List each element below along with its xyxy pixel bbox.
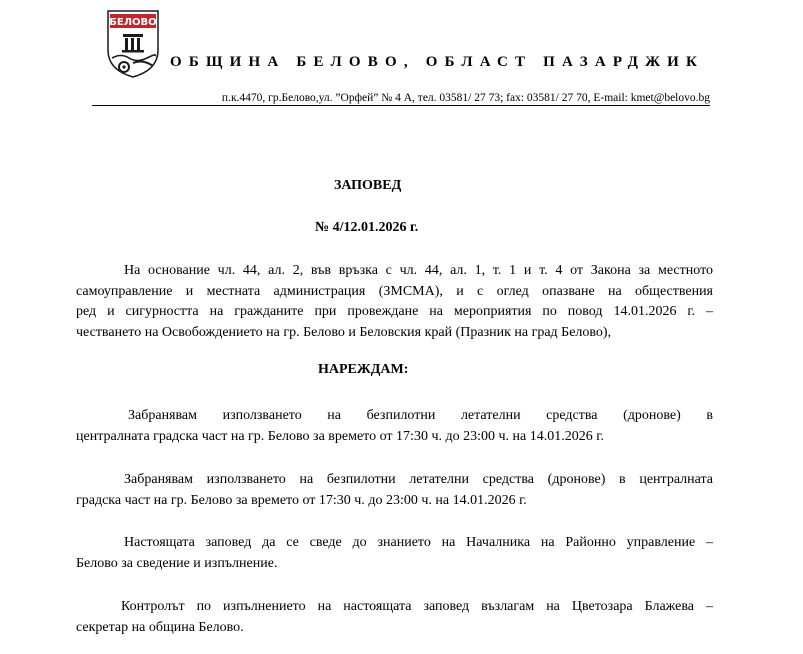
preamble-line: ред и сигурността на гражданите при провеждане на мероприятия по повод 14.01.2026 г. – xyxy=(76,304,713,319)
item-line: секретар на община Белово. xyxy=(76,619,244,635)
decree-heading: НАРЕЖДАМ: xyxy=(318,362,409,377)
preamble-line: На основание чл. 44, ал. 2, във връзка с чл. 44, ал. 1, т. 1 и т. 4 от Закона за местното xyxy=(124,263,713,278)
item-line: Контролът по изпълнението на настоящата заповед възлагам на Цветозара Блажева – xyxy=(121,599,713,614)
crest-label: БЕЛОВО xyxy=(109,17,157,28)
order-title: ЗАПОВЕД xyxy=(334,178,402,193)
preamble-line: самоуправление и местната администрация (ЗМСМА), и с оглед опазване на обществения xyxy=(76,283,713,299)
municipality-crest xyxy=(107,10,159,78)
item-line: Белово за сведение и изпълнение. xyxy=(76,555,278,571)
preamble-line: честването на Освобождението на гр. Белово и Беловския край (Празник на град Белово), xyxy=(76,324,612,340)
item-line: Забранявам използването на безпилотни летателни средства (дронове) в централната xyxy=(124,472,713,487)
item-line: градска част на гр. Белово за времето от 17:30 ч. до 23:00 ч. на 14.01.2026 г. xyxy=(76,492,527,508)
order-item-1 xyxy=(76,406,713,447)
item-line: централната градска част на гр. Белово за времето от 17:30 ч. до 23:00 ч. на 14.01.2026 г. xyxy=(76,428,604,444)
order-number: № 4/12.01.2026 г. xyxy=(315,220,419,235)
order-item-3 xyxy=(76,533,713,574)
item-line: Настоящата заповед да се сведе до знанието на Началника на Районно управление – xyxy=(124,535,713,550)
municipality-title: ОБЩИНА БЕЛОВО, ОБЛАСТ ПАЗАРДЖИК xyxy=(170,54,705,70)
contact-line: п.к.4470, гр.Белово,ул. ”Орфей” № 4 А, тел. 03581/ 27 73; fax: 03581/ 27 70, E-mail: kmet@belovo.bg xyxy=(92,92,710,106)
order-item-4 xyxy=(76,597,713,638)
order-item-2 xyxy=(76,470,713,511)
preamble-paragraph xyxy=(76,261,713,343)
item-line: Забранявам използването на безпилотни летателни средства (дронове) в xyxy=(128,408,713,423)
